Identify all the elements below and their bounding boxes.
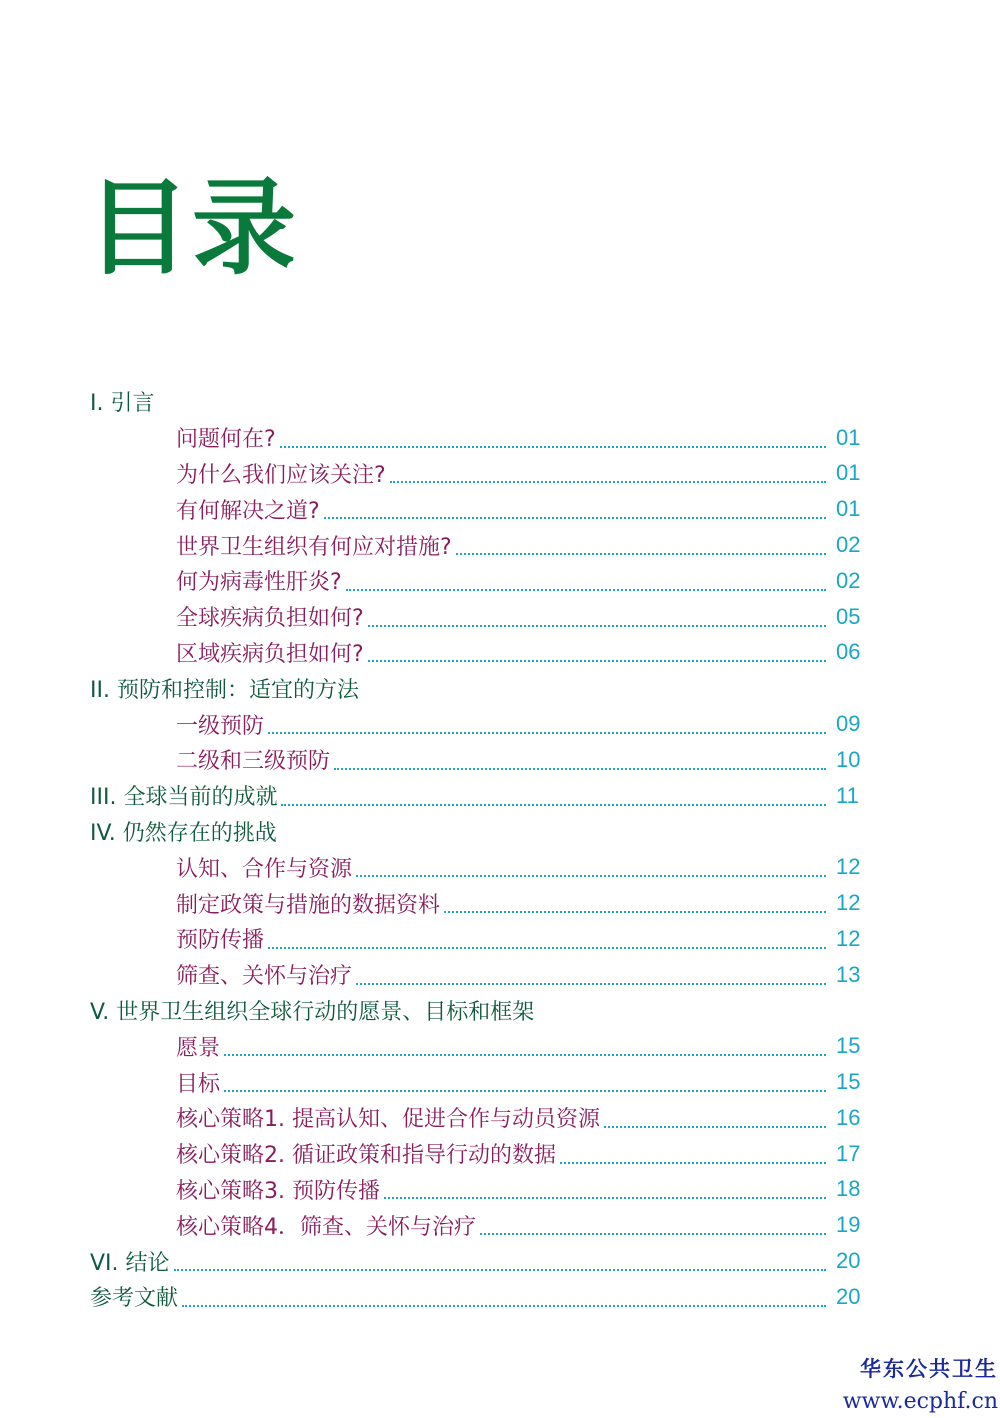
toc-page-number: 10 [836, 746, 861, 772]
toc-entry[interactable] [0, 1100, 1000, 1136]
toc-label: 问题何在? [176, 427, 276, 453]
toc-entry[interactable] [0, 921, 1000, 957]
toc-label: II. 预防和控制：适宜的方法 [90, 677, 359, 703]
toc-entry[interactable] [0, 885, 1000, 921]
dot-leader [368, 625, 826, 627]
dot-leader [456, 553, 826, 555]
toc-page-number: 11 [836, 782, 859, 808]
toc-section[interactable] [0, 670, 1000, 706]
toc-section[interactable] [0, 1243, 1000, 1279]
dot-leader [390, 481, 826, 483]
toc-label: 为什么我们应该关注? [176, 462, 386, 488]
page-title: 目录 [86, 167, 299, 289]
toc-label: 制定政策与措施的数据资料 [176, 892, 441, 918]
dot-leader [384, 1197, 826, 1199]
toc-page-number: 15 [836, 1033, 861, 1059]
toc-entry[interactable] [0, 491, 1000, 527]
toc-label: I. 引言 [90, 391, 155, 417]
dot-leader [444, 911, 826, 913]
dot-leader [604, 1126, 826, 1128]
dot-leader [224, 1054, 826, 1056]
toc-entry[interactable] [0, 599, 1000, 635]
dot-leader [281, 804, 826, 806]
toc-label: 何为病毒性肝炎? [176, 570, 342, 596]
toc-entry[interactable] [0, 563, 1000, 599]
toc-page-number: 20 [836, 1283, 861, 1309]
toc-page-number: 01 [836, 424, 861, 450]
toc-page-number: 02 [836, 567, 861, 593]
footer-brand: 华东公共卫生 [860, 1356, 998, 1381]
toc-section[interactable] [0, 993, 1000, 1029]
toc-entry[interactable] [0, 1172, 1000, 1208]
toc-label: 有何解决之道? [176, 498, 320, 524]
toc-page-number: 09 [836, 711, 861, 737]
dot-leader [346, 589, 826, 591]
toc-page-number: 02 [836, 532, 861, 558]
toc-entry[interactable] [0, 742, 1000, 778]
table-of-contents [0, 384, 1000, 1315]
dot-leader [224, 1090, 826, 1092]
footer-watermark [830, 1353, 1000, 1418]
toc-page-number: 13 [836, 961, 861, 987]
dot-leader [356, 875, 826, 877]
toc-entry[interactable] [0, 1028, 1000, 1064]
toc-page-number: 01 [836, 460, 861, 486]
dot-leader [268, 947, 826, 949]
toc-label: 一级预防 [176, 713, 265, 739]
dot-leader [268, 732, 826, 734]
toc-page-number: 05 [836, 603, 861, 629]
toc-label: VI. 结论 [90, 1250, 170, 1276]
toc-entry[interactable] [0, 706, 1000, 742]
toc-entry[interactable] [0, 635, 1000, 671]
toc-label: 区域疾病负担如何? [176, 641, 364, 667]
toc-page-number: 15 [836, 1069, 861, 1095]
toc-section[interactable] [0, 778, 1000, 814]
toc-label: III. 全球当前的成就 [90, 785, 278, 811]
toc-page-number: 12 [836, 890, 861, 916]
toc-label: 筛查、关怀与治疗 [176, 964, 353, 990]
toc-page-number: 12 [836, 854, 861, 880]
toc-label: V. 世界卫生组织全球行动的愿景、目标和框架 [90, 999, 535, 1025]
dot-leader [324, 517, 826, 519]
toc-label: 目标 [176, 1071, 221, 1097]
toc-page-number: 19 [836, 1212, 861, 1238]
toc-entry[interactable] [0, 527, 1000, 563]
dot-leader [368, 660, 826, 662]
dot-leader [174, 1269, 826, 1271]
footer-url: www.ecphf.cn [842, 1389, 998, 1414]
toc-page-number: 12 [836, 925, 861, 951]
dot-leader [334, 768, 826, 770]
dot-leader [280, 446, 826, 448]
toc-section[interactable] [0, 814, 1000, 850]
toc-entry[interactable] [0, 1136, 1000, 1172]
toc-label: 全球疾病负担如何? [176, 606, 364, 632]
toc-label: 参考文献 [90, 1286, 179, 1312]
toc-page-number: 20 [836, 1248, 861, 1274]
dot-leader [480, 1233, 826, 1235]
toc-entry[interactable] [0, 849, 1000, 885]
toc-label: 愿景 [176, 1035, 221, 1061]
toc-page-number: 17 [836, 1140, 861, 1166]
toc-entry[interactable] [0, 957, 1000, 993]
toc-section[interactable] [0, 384, 1000, 420]
toc-label: 预防传播 [176, 928, 265, 954]
toc-entry[interactable] [0, 1207, 1000, 1243]
toc-label: 核心策略2. 循证政策和指导行动的数据 [176, 1143, 556, 1169]
toc-label: 世界卫生组织有何应对措施? [176, 534, 452, 560]
toc-page-number: 06 [836, 639, 861, 665]
toc-label: 核心策略3. 预防传播 [176, 1178, 380, 1204]
toc-label: 二级和三级预防 [176, 749, 331, 775]
toc-entry[interactable] [0, 456, 1000, 492]
dot-leader [560, 1162, 826, 1164]
toc-entry[interactable] [0, 420, 1000, 456]
toc-section[interactable] [0, 1279, 1000, 1315]
toc-label: 核心策略1. 提高认知、促进合作与动员资源 [176, 1107, 600, 1133]
toc-label: 核心策略4．筛查、关怀与治疗 [176, 1214, 476, 1240]
dot-leader [182, 1305, 826, 1307]
toc-page-number: 16 [836, 1104, 861, 1130]
toc-label: 认知、合作与资源 [176, 856, 353, 882]
toc-page-number: 01 [836, 496, 861, 522]
toc-entry[interactable] [0, 1064, 1000, 1100]
dot-leader [356, 983, 826, 985]
toc-page-number: 18 [836, 1176, 861, 1202]
toc-label: IV. 仍然存在的挑战 [90, 820, 277, 846]
